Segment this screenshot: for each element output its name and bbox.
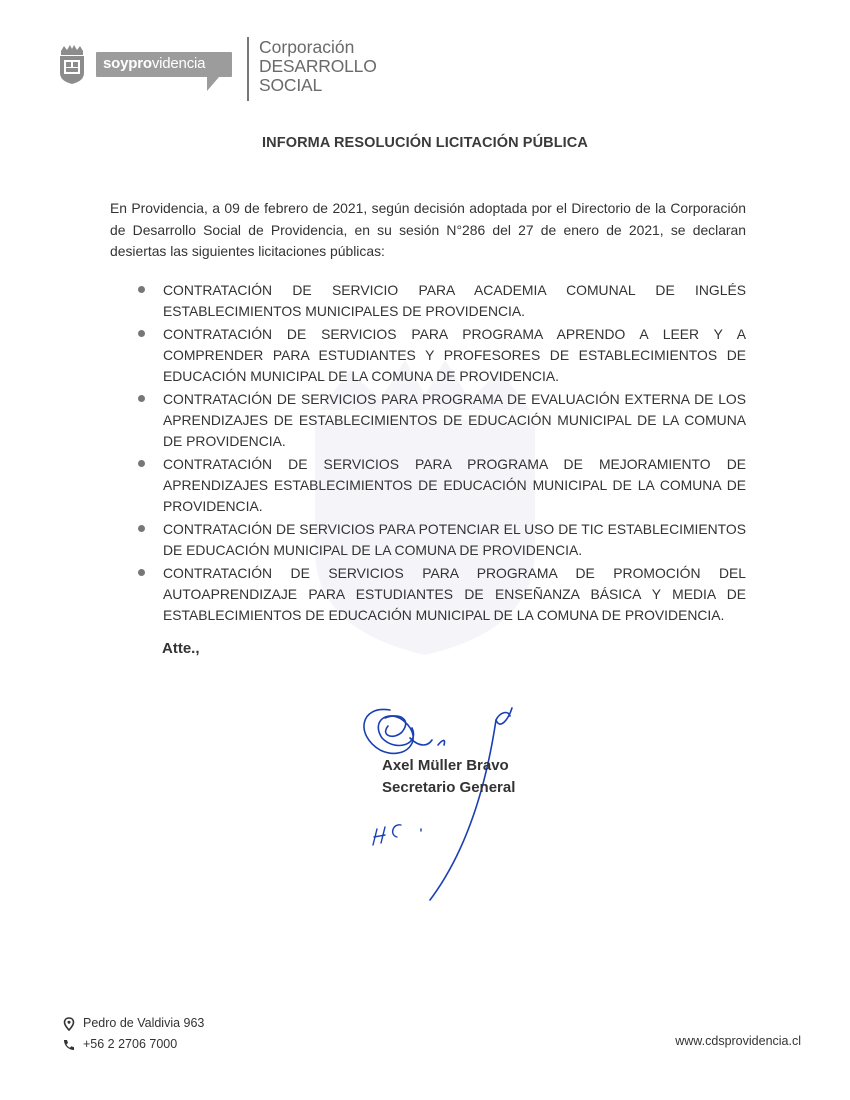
handwritten-signature: [350, 690, 550, 910]
phone-icon: [62, 1038, 76, 1052]
signer-name: Axel Müller Bravo: [382, 757, 509, 774]
footer-contact: [62, 1013, 204, 1055]
list-item-text: CONTRATACIÓN DE SERVICIO PARA ACADEMIA COMUNAL DE INGLÉS ESTABLECIMIENTOS MUNICIPALES DE PROVIDENCIA.: [163, 282, 746, 319]
corp-line-3: SOCIAL: [259, 75, 322, 95]
bullet-icon: [138, 525, 145, 532]
footer-phone-row: [62, 1034, 204, 1055]
logo-soy: soy: [103, 55, 129, 72]
list-item-text: CONTRATACIÓN DE SERVICIOS PARA PROGRAMA DE EVALUACIÓN EXTERNA DE LOS APRENDIZAJES DE ESTABLECIMIENTOS DE EDUCACIÓN MUNICIPAL DE LA COMUNA DE PROVIDENCIA.: [163, 391, 746, 449]
bullet-icon: [138, 460, 145, 467]
list-item-text: CONTRATACIÓN DE SERVICIOS PARA POTENCIAR EL USO DE TIC ESTABLECIMIENTOS DE EDUCACIÓN MUNICIPAL DE LA COMUNA DE PROVIDENCIA.: [163, 521, 746, 558]
list-item: [138, 454, 746, 517]
corp-line-1: Corporación: [259, 37, 355, 57]
speech-bubble-tail: [207, 77, 219, 91]
bullet-icon: [138, 569, 145, 576]
closing-salutation: Atte.,: [162, 640, 200, 657]
list-item: [138, 389, 746, 452]
soyprovidencia-logo: [96, 52, 232, 77]
logo-prov: pro: [128, 55, 152, 72]
municipal-crest-icon: [58, 43, 86, 85]
list-item: [138, 519, 746, 561]
corporacion-logo: [259, 38, 377, 95]
handwritten-initials: [371, 817, 441, 851]
intro-paragraph: En Providencia, a 09 de febrero de 2021, según decisión adoptada por el Directorio de la Corporación de Desarrollo Social de Providencia, en su sesión N°286 del 27 de enero de 2021, se declaran desiertas las siguientes licitaciones públicas:: [110, 200, 746, 259]
bullet-icon: [138, 286, 145, 293]
bullet-icon: [138, 395, 145, 402]
logo-videncia: videncia: [151, 55, 206, 72]
signer-role: Secretario General: [382, 779, 516, 796]
list-item: [138, 563, 746, 626]
footer-address-row: [62, 1013, 204, 1034]
header-divider: [247, 37, 249, 101]
footer-website: www.cdsprovidencia.cl: [675, 1034, 801, 1048]
bullet-icon: [138, 330, 145, 337]
footer-phone: +56 2 2706 7000: [83, 1037, 178, 1051]
tender-list: [138, 280, 746, 628]
location-pin-icon: [62, 1017, 76, 1031]
list-item: [138, 280, 746, 322]
list-item: [138, 324, 746, 387]
footer-address: Pedro de Valdivia 963: [83, 1016, 205, 1030]
list-item-text: CONTRATACIÓN DE SERVICIOS PARA PROGRAMA DE PROMOCIÓN DEL AUTOAPRENDIZAJE PARA ESTUDIANTES DE ENSEÑANZA BÁSICA Y MEDIA DE ESTABLECIMIENTOS DE EDUCACIÓN MUNICIPAL DE LA COMUNA DE PROVIDENCIA.: [163, 565, 746, 623]
signer-block: [382, 755, 515, 799]
document-title: INFORMA RESOLUCIÓN LICITACIÓN PÚBLICA: [262, 135, 588, 151]
list-item-text: CONTRATACIÓN DE SERVICIOS PARA PROGRAMA DE MEJORAMIENTO DE APRENDIZAJES ESTABLECIMIENTOS DE EDUCACIÓN MUNICIPAL DE LA COMUNA DE PROVIDENCIA.: [163, 456, 746, 514]
corp-line-2: DESARROLLO: [259, 56, 377, 76]
list-item-text: CONTRATACIÓN DE SERVICIOS PARA PROGRAMA APRENDO A LEER Y A COMPRENDER PARA ESTUDIANTES Y PROFESORES DE ESTABLECIMIENTOS DE EDUCACIÓN MUNICIPAL DE LA COMUNA DE PROVIDENCIA.: [163, 326, 746, 384]
